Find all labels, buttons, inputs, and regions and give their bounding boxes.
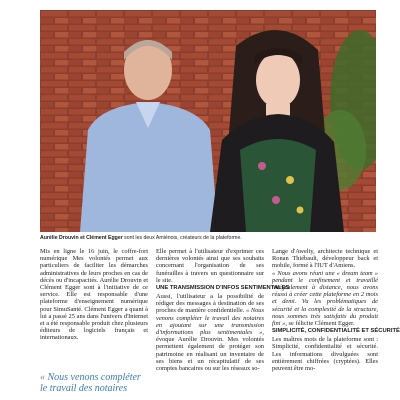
column-1: [40, 248, 148, 342]
caption-names: Aurélie Drouvin et Clément Egger: [40, 235, 123, 241]
photo-caption: [40, 235, 380, 242]
col2-subheading: UNE TRANSMISSION D'INFOS SENTIMENTALES: [156, 285, 290, 292]
col3-paragraph-2: [272, 270, 378, 328]
photo-illustration: [40, 10, 376, 232]
col2-paragraph-1: Elle permet à l'utilisateur d'exprimer ces dernières volontés ainsi que ses souhaits concernant l'organisation de ses funérailles à travers un questionnaire sur le site.: [156, 248, 264, 284]
caption-text: sont les deux Amiénois, créateurs de la plateforme.: [122, 235, 242, 241]
col3-paragraph-3: Les maîtres mots de la plateforme sont : Simplicité, confidentialité et sécurité. Les informations divulguées sont entièrement chiffrées (cryptées). Elles peuvent être mo-: [272, 336, 378, 373]
col3-quote-attribution: , se félicite Clément Egger.: [285, 320, 355, 328]
pull-quote: « Nous venons compléter le travail des notaires: [40, 372, 141, 394]
col2-paragraph-2: [156, 293, 264, 372]
col2-text-c: , évoque Aurélie Drouvin. Mes volontés permettent également de protéger son patrimoine en réalisant un inventaire de ses biens et un récapitulatif de ses comptes bancaires ou sur les réseaux so-: [156, 329, 264, 373]
col3-quote: « Nous avons réuni une « dream team » pendant le confinement et travaillé intégralement à distance, nous avons réussi à créer cette plateforme en 2 mois et demi. Vu les problématiques de sécurité et la complexité de la structure, nous sommes très satisfaits du produit fini »: [272, 269, 378, 328]
article-photo: [40, 10, 376, 232]
col2-text-a: Aussi, l'utilisateur a la possibilité de rédiger des messages à destination de ses proches de manière confidentielle.: [156, 293, 264, 315]
column-3: [272, 248, 400, 373]
col1-paragraph: Mis en ligne le 16 juin, le coffre-fort numérique Mes volontés permet aux particuliers de faciliter les démarches administratives de leurs proches en cas de décès ou d'incapacités. Aurélie Drouvin et Clément Egger sont à l'initiative de ce service. Elle est responsable d'une plateforme d'enseignement numérique pour SimuSanté. Clément Egger a quant à lui a passé 25 ans dans l'univers d'Internet et a été responsable produit chez plusieurs éditeurs de logiciels français et internationaux.: [40, 248, 148, 342]
column-2: [156, 248, 290, 373]
col3-paragraph-1: Lange d'Awelty, architecte technique et Ronan Thiébault, développeur back et mobile, formé à l'IUT d'Amiens.: [272, 248, 378, 270]
col2-quote: « Nous venons compléter le travail des notaires en ajoutant sur une transmission d'informations plus sentimentales »: [156, 307, 264, 337]
col3-subheading: SIMPLICITÉ, CONFIDENTIALITÉ ET SÉCURITÉ: [272, 328, 400, 335]
